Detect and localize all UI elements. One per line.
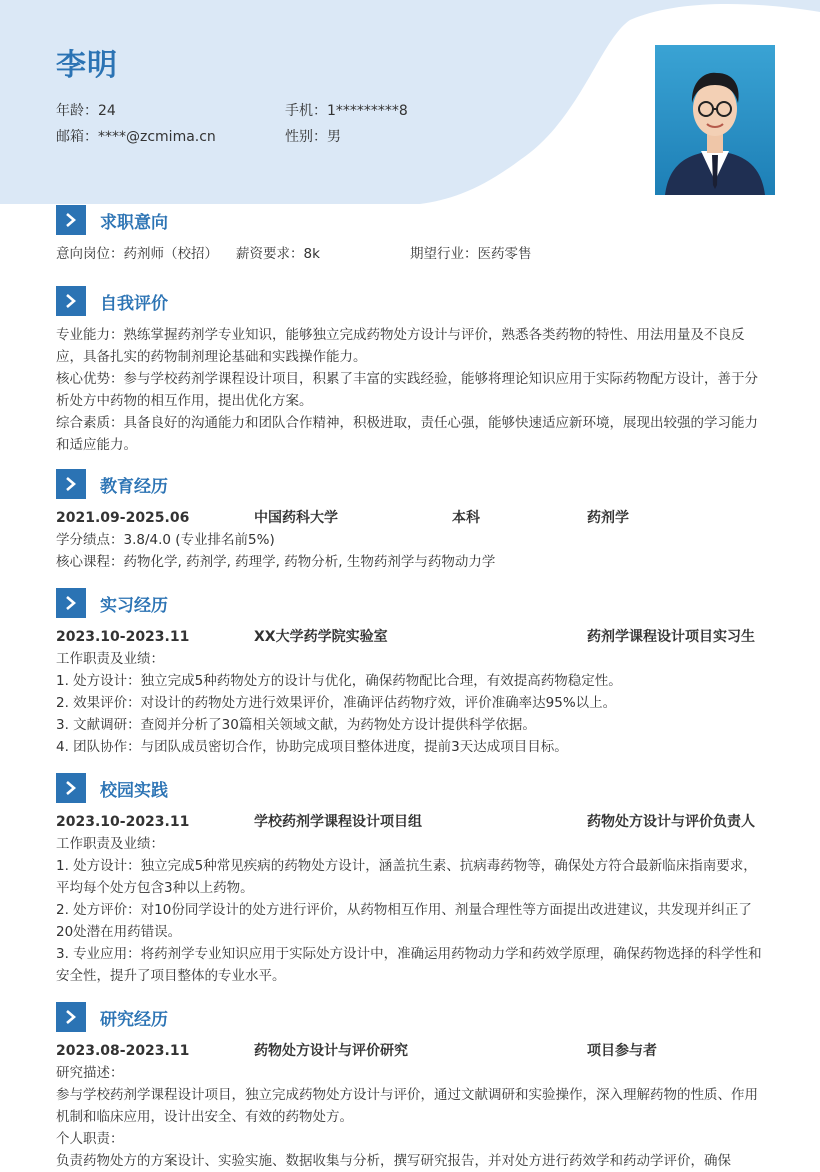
campus-period: 2023.10-2023.11 <box>56 814 190 830</box>
intent-position: 意向岗位：药剂师（校招） <box>56 246 218 262</box>
chevron-right-icon <box>56 773 86 803</box>
campus-item: 1. 处方设计：独立完成5种常见疾病的药物处方设计，涵盖抗生素、抗病毒药物等，确保处方符合最新临床指南要求，平均每个处方包含3种以上药物。 <box>56 858 757 896</box>
chevron-right-icon <box>56 1002 86 1032</box>
chevron-right-icon <box>56 286 86 316</box>
edu-school: 中国药科大学 <box>254 510 338 526</box>
chevron-right-icon <box>56 588 86 618</box>
chevron-right-icon <box>56 469 86 499</box>
self-eval-line: 核心优势：参与学校药剂学课程设计项目，积累了丰富的实践经验，能够将理论知识应用于实际药物配方设计，善于分析处方中药物的相互作用，提出优化方案。 <box>56 371 758 409</box>
research-desc: 参与学校药剂学课程设计项目，独立完成药物处方设计与评价，通过文献调研和实验操作，深入理解药物的性质、作用机制和临床应用，设计出安全、有效的药物处方。 <box>56 1087 758 1125</box>
edu-courses: 核心课程：药物化学, 药剂学, 药理学, 药物分析, 生物药剂学与药物动力学 <box>56 554 496 570</box>
gender-text: 性别：男 <box>285 129 341 145</box>
section-title: 教育经历 <box>100 476 168 497</box>
section-title: 实习经历 <box>100 595 168 616</box>
edu-gpa: 学分绩点：3.8/4.0 (专业排名前5%) <box>56 532 275 548</box>
intern-item: 2. 效果评价：对设计的药物处方进行效果评价，准确评估药物疗效，评价准确率达95%以上。 <box>56 695 617 711</box>
section-job-intent <box>56 205 764 265</box>
section-self-evaluation <box>56 286 764 456</box>
intern-item: 4. 团队协作：与团队成员密切合作，协助完成项目整体进度，提前3天达成项目目标。 <box>56 739 568 755</box>
campus-item: 3. 专业应用：将药剂学专业知识应用于实际处方设计中，准确运用药物动力学和药效学原理，确保药物选择的科学性和安全性，提升了项目整体的专业水平。 <box>56 946 762 984</box>
campus-role: 药物处方设计与评价负责人 <box>587 814 755 830</box>
research-project: 药物处方设计与评价研究 <box>254 1043 408 1059</box>
intern-period: 2023.10-2023.11 <box>56 629 190 645</box>
intern-item: 1. 处方设计：独立完成5种药物处方的设计与优化，确保药物配比合理，有效提高药物稳定性。 <box>56 673 622 689</box>
section-internship <box>56 588 764 758</box>
section-title: 自我评价 <box>100 293 168 314</box>
section-campus-practice <box>56 773 764 987</box>
edu-period: 2021.09-2025.06 <box>56 510 190 526</box>
edu-degree: 本科 <box>452 510 480 526</box>
phone-text: 手机：1*********8 <box>285 103 408 119</box>
research-role: 项目参与者 <box>587 1043 657 1059</box>
section-education <box>56 469 764 573</box>
intern-org: XX大学药学院实验室 <box>254 629 388 645</box>
section-title: 校园实践 <box>100 780 168 801</box>
chevron-right-icon <box>56 205 86 235</box>
email-text: 邮箱：****@zcmima.cn <box>56 129 216 145</box>
campus-lead: 工作职责及业绩： <box>56 836 164 852</box>
section-title: 求职意向 <box>100 212 168 233</box>
intern-lead: 工作职责及业绩： <box>56 651 164 667</box>
research-duty: 负责药物处方的方案设计、实验实施、数据收集与分析，撰写研究报告，并对处方进行药效学和药动学评价，确保 <box>56 1153 731 1169</box>
age-text: 年龄：24 <box>56 103 116 119</box>
research-desc-lead: 研究描述： <box>56 1065 124 1081</box>
campus-org: 学校药剂学课程设计项目组 <box>254 814 422 830</box>
intent-industry: 期望行业：医药零售 <box>410 246 532 262</box>
research-duty-lead: 个人职责： <box>56 1131 124 1147</box>
self-eval-line: 综合素质：具备良好的沟通能力和团队合作精神，积极进取，责任心强，能够快速适应新环境，展现出较强的学习能力和适应能力。 <box>56 415 758 453</box>
intern-role: 药剂学课程设计项目实习生 <box>587 629 755 645</box>
section-research <box>56 1002 764 1172</box>
intent-salary: 薪资要求：8k <box>236 246 320 262</box>
profile-photo <box>655 45 775 195</box>
self-eval-line: 专业能力：熟练掌握药剂学专业知识，能够独立完成药物处方设计与评价，熟悉各类药物的特性、用法用量及不良反应，具备扎实的药物制剂理论基础和实践操作能力。 <box>56 327 745 365</box>
research-period: 2023.08-2023.11 <box>56 1043 190 1059</box>
intern-item: 3. 文献调研：查阅并分析了30篇相关领域文献，为药物处方设计提供科学依据。 <box>56 717 536 733</box>
edu-major: 药剂学 <box>587 510 629 526</box>
section-title: 研究经历 <box>100 1009 168 1030</box>
candidate-name: 李明 <box>56 48 118 83</box>
campus-item: 2. 处方评价：对10份同学设计的处方进行评价，从药物相互作用、剂量合理性等方面提出改进建议，共发现并纠正了20处潜在用药错误。 <box>56 902 752 940</box>
